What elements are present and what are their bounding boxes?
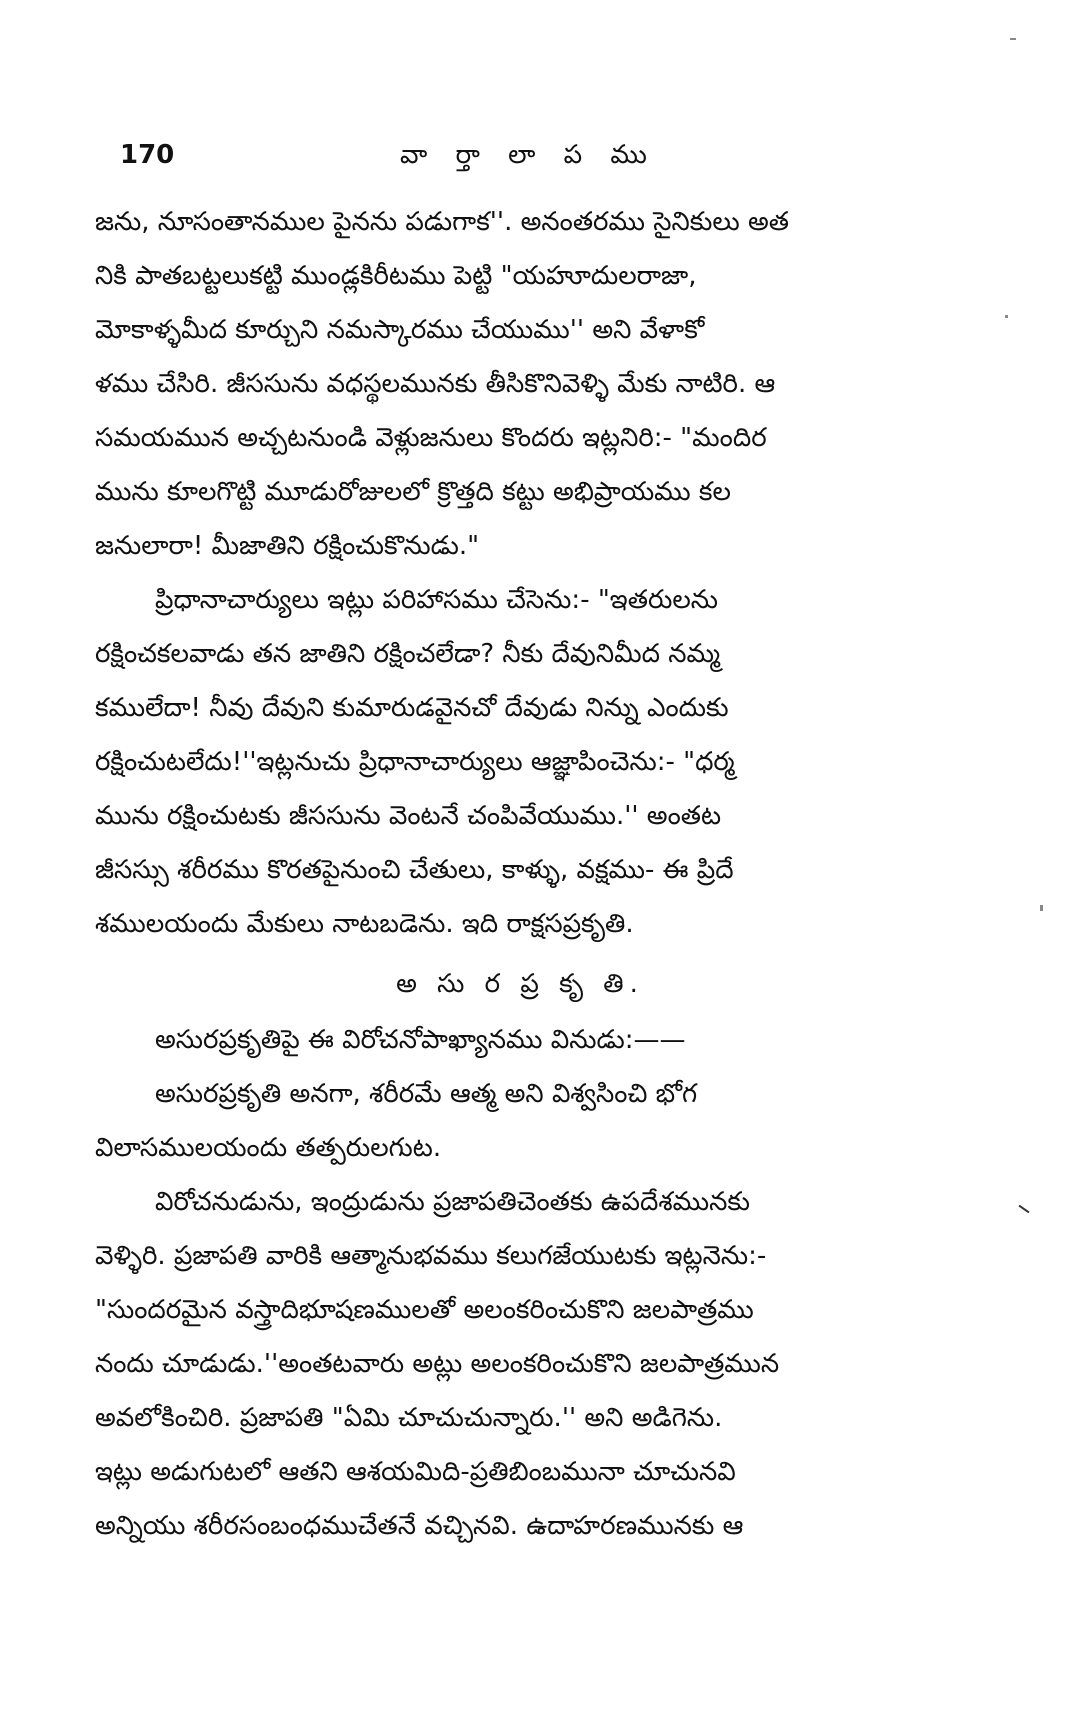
- text-line: వెళ్ళిరి. ప్రజాపతి వారికి ఆత్మానుభవము కలుగజేయుటకు ఇట్లనెను:-: [95, 1241, 767, 1271]
- text-line: ఇట్లు అడుగుటలో ఆతని ఆశయమిది-ప్రతిబింబమునా చూచునవి: [95, 1457, 736, 1487]
- text-line: "సుందరమైన వస్త్రాదిభూషణములతో అలంకరించుకొని జలపాత్రము: [95, 1295, 754, 1325]
- paragraph-3: [95, 1013, 945, 1067]
- running-title: వా ర్తా లా ప ము: [400, 140, 657, 170]
- text-line: విరోచనుడును, ఇంద్రుడును ప్రజాపతిచెంతకు ఉపదేశమునకు: [155, 1187, 750, 1217]
- text-line: ళము చేసిరి. జీససును వధస్థలమునకు తీసికొనివెళ్ళి మేకు నాటిరి. ఆ: [95, 369, 776, 399]
- text-line: రక్షించకలవాడు తన జాతిని రక్షించలేడా? నీకు దేవునిమీద నమ్మ: [95, 639, 721, 669]
- text-line: శములయందు మేకులు నాటబడెను. ఇది రాక్షసప్రకృతి.: [95, 909, 634, 939]
- text-line: కములేదా! నీవు దేవుని కుమారుడవైనచో దేవుడు నిన్ను ఎందుకు: [95, 693, 729, 723]
- page-header: [120, 140, 950, 180]
- text-line: నికి పాతబట్టలుకట్టి ముండ్లకిరీటము పెట్టి "యహూదులరాజా,: [95, 261, 697, 291]
- text-line: మోకాళ్ళమీద కూర్చుని నమస్కారము చేయుము'' అని వేళాకో: [95, 315, 705, 345]
- text-line: అవలోకించిరి. ప్రజాపతి "ఏమి చూచుచున్నారు.'' అని అడిగెను.: [95, 1403, 723, 1433]
- text-line: అన్నియు శరీరసంబంధముచేతనే వచ్చినవి. ఉదాహరణమునకు ఆ: [95, 1511, 744, 1541]
- paragraph-2: [95, 573, 945, 951]
- scan-speck: [1005, 315, 1008, 318]
- paragraph-1: [95, 195, 945, 573]
- text-line: రక్షించుటలేదు!''ఇట్లనుచు ప్రిధానాచార్యులు ఆజ్ఞాపించెను:- "ధర్మ: [95, 747, 735, 777]
- text-line: జనులారా! మీజాతిని రక్షించుకొనుడు.": [95, 531, 480, 561]
- text-line: జీసస్సు శరీరము కొరతపైనుంచి చేతులు, కాళ్ళు, వక్షము- ఈ ప్రిదే: [95, 855, 734, 885]
- scan-speck: [1040, 905, 1043, 911]
- text-line: మును రక్షించుటకు జీససును వెంటనే చంపివేయుము.'' అంతట: [95, 801, 722, 831]
- text-line: అసురప్రకృతిపై ఈ విరోచనోపాఖ్యానము వినుడు:——: [155, 1025, 686, 1055]
- page-number: 170: [120, 140, 175, 170]
- text-line: అసురప్రకృతి అనగా, శరీరమే ఆత్మ అని విశ్వసించి భోగ: [155, 1079, 698, 1109]
- text-line: సమయమున అచ్చటనుండి వెళ్లుజనులు కొందరు ఇట్లనిరి:- "మందిర: [95, 423, 767, 453]
- text-line: మును కూలగొట్టి మూడురోజులలో క్రొత్తది కట్టు అభిప్రాయము కల: [95, 477, 731, 507]
- text-line: నందు చూడుడు.''అంతటవారు అట్లు అలంకరించుకొని జలపాత్రమున: [95, 1349, 780, 1379]
- paragraph-5: [95, 1175, 945, 1553]
- section-heading: అ సు ర ప్ర కృ తి.: [396, 969, 644, 999]
- scan-speck: [1010, 38, 1016, 40]
- paragraph-4: [95, 1067, 945, 1175]
- text-line: ప్రిధానాచార్యులు ఇట్లు పరిహాసము చేసెను:- "ఇతరులను: [155, 585, 719, 615]
- body-text: [95, 195, 945, 1553]
- scan-speck: [1019, 1205, 1030, 1214]
- text-line: జను, నూసంతానముల పైనను పడుగాక''. అనంతరము సైనికులు అత: [95, 207, 790, 237]
- text-line: విలాసములయందు తత్పరులగుట.: [95, 1133, 442, 1163]
